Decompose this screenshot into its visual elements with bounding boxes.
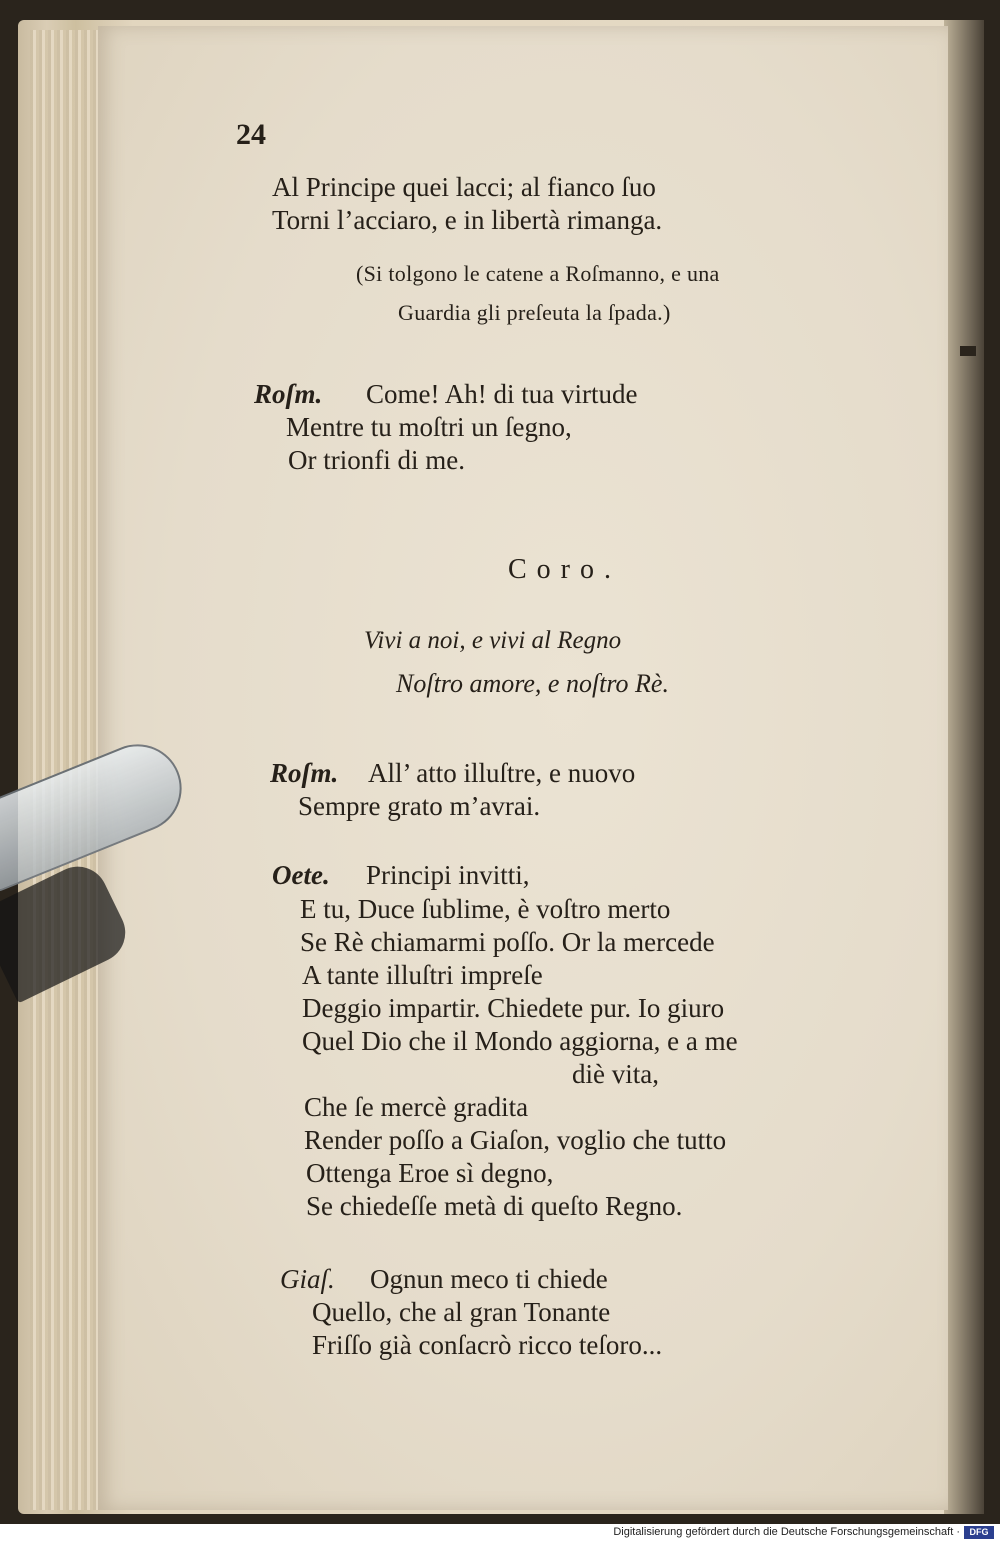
stage-direction: Guardia gli preſeuta la ſpada.) <box>398 300 671 325</box>
book-spine-edge <box>944 20 984 1514</box>
page-number: 24 <box>236 118 266 151</box>
footer-credit-text: Digitalisierung gefördert durch die Deutsche Forschungsgemeinschaft · <box>613 1526 960 1538</box>
verse-line: Noſtro amore, e noſtro Rè. <box>396 669 669 698</box>
verse-line: Sempre grato m’avrai. <box>298 791 541 821</box>
verse-line: Vivi a noi, e vivi al Regno <box>364 627 622 654</box>
verse-line: Quel Dio che il Mondo aggiorna, e a me <box>302 1026 738 1056</box>
verse-line: Ognun meco ti chiede <box>370 1264 608 1294</box>
chorus-heading: Coro. <box>508 554 621 585</box>
stage-direction: (Si tolgono le catene a Roſmanno, e una <box>356 261 720 286</box>
verse-line: Friſſo già conſacrò ricco teſoro... <box>312 1330 663 1360</box>
verse-line: Che ſe mercè gradita <box>304 1092 529 1122</box>
verse-line: Ottenga Eroe sì degno, <box>306 1158 554 1188</box>
footer-bar <box>0 1524 1000 1542</box>
verse-line: Render poſſo a Giaſon, voglio che tutto <box>304 1125 727 1155</box>
verse-line: Deggio impartir. Chiedete pur. Io giuro <box>302 993 725 1023</box>
verse-line: Torni l’acciaro, e in libertà rimanga. <box>272 205 663 235</box>
verse-line: Come! Ah! di tua virtude <box>366 379 638 409</box>
verse-line: Or trionfi di me. <box>288 445 465 475</box>
verse-line: All’ atto illuſtre, e nuovo <box>368 758 636 788</box>
verse-line: A tante illuſtri impreſe <box>302 960 543 990</box>
speaker-label: Roſm. <box>254 379 323 409</box>
verse-line-continuation: diè vita, <box>572 1059 659 1089</box>
speaker-label: Oete. <box>272 860 330 890</box>
verse-line: Al Principe quei lacci; al fianco ſuo <box>272 172 656 202</box>
verse-line: Se Rè chiamarmi poſſo. Or la mercede <box>300 927 715 957</box>
verse-line: Quello, che al gran Tonante <box>312 1297 611 1327</box>
speaker-label: Roſm. <box>270 758 339 788</box>
speaker-label: Giaſ. <box>280 1264 335 1294</box>
verse-line: Principi invitti, <box>366 860 530 890</box>
verse-line: Se chiedeſſe metà di queſto Regno. <box>306 1191 683 1221</box>
dfg-logo: DFG <box>964 1526 994 1539</box>
page-mark <box>960 346 976 356</box>
verse-line: Mentre tu moſtri un ſegno, <box>286 412 572 442</box>
verse-line: E tu, Duce ſublime, è voſtro merto <box>300 894 671 924</box>
